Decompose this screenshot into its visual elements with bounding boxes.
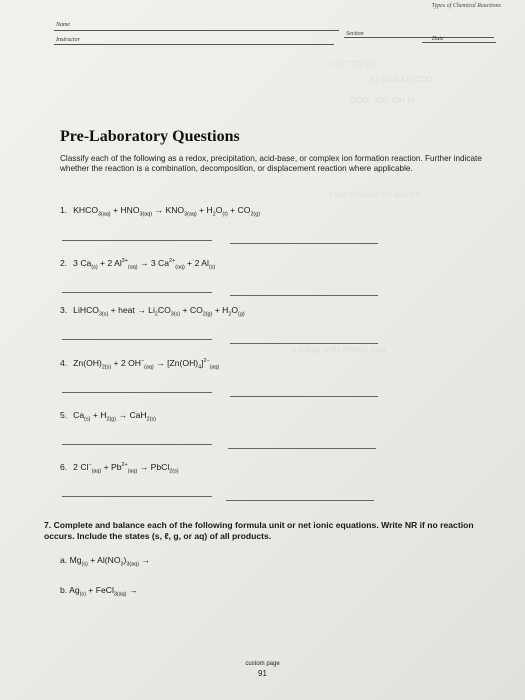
arrow-icon: → xyxy=(118,410,128,420)
section-label: Section xyxy=(346,31,364,37)
document-header-title: Types of Chemical Reactions xyxy=(431,3,501,9)
question-5: 5. $Ca_{(s)} + H_{2(g)} \to CaH_{2(s)}$ xyxy=(60,410,156,423)
answer-line-6a[interactable] xyxy=(62,496,212,497)
arrow-icon: → xyxy=(128,585,138,595)
answer-line-3a[interactable] xyxy=(62,339,212,340)
answer-line-2a[interactable] xyxy=(62,292,212,293)
answer-line-3b[interactable] xyxy=(230,343,378,344)
name-label: Name xyxy=(56,22,70,28)
date-label: Date xyxy=(432,36,444,42)
answer-line-5b[interactable] xyxy=(228,448,376,449)
answer-line-4a[interactable] xyxy=(62,392,212,393)
question-3: 3. LiHCO$_{3(s)}$ + heat → $Li_2CO_{3(s)} + CO_{2(g)} + H_2O_{(g)}$ xyxy=(60,305,245,318)
answer-line-5a[interactable] xyxy=(62,444,212,445)
section-line[interactable] xyxy=(344,37,494,38)
question-1: 1. $KHCO_{3(aq)} + HNO_{3(aq)} \to KNO_{3(aq)} + H_2O_{(\ell)} + CO_{2(g)}$ xyxy=(60,205,261,218)
answer-line-6b[interactable] xyxy=(226,500,374,501)
arrow-icon: → xyxy=(154,205,164,215)
instructions-text: Classify each of the following as a redox, precipitation, acid-base, or complex ion formation reaction. Further indicate whether the reaction is a combination, decomposition, or displacement reaction where applicable. xyxy=(60,154,482,173)
question-4: 4. $Zn(OH)_{2(s)} + 2$ $OH^-_{(aq)} \to [Zn(OH)_4]^{2-}_{(aq)}$ xyxy=(60,358,220,371)
footer-custom-page: custom page xyxy=(245,661,280,667)
question-2: 2. 3 $Ca_{(s)} + 2$ $Al^{3+}_{(aq)} \to 3$ $Ca^{2+}_{(aq)} + 2$ $Al_{(s)}$ xyxy=(60,258,216,271)
arrow-icon: → xyxy=(139,258,149,268)
answer-line-1a[interactable] xyxy=(62,240,212,241)
date-line[interactable] xyxy=(422,42,496,43)
answer-line-1b[interactable] xyxy=(230,243,378,244)
answer-line-4b[interactable] xyxy=(230,396,378,397)
question-7a: a. $Mg_{(s)} + Al(NO_3)_{3(aq)}$ → xyxy=(60,555,150,568)
instructor-line[interactable] xyxy=(54,44,334,45)
worksheet-page: OR OF TNIO DCC OJUNOL OI M NOI SOL IOOO nortoss hot dezeeth arts i atinr botlimil elinw gmitot ie Types of Chemical Reactions Name Instructor Section Date Pre-Laboratory Questions Classify each of the following as a redox, precipitation, acid-base, or complex ion formation reaction. Further indicate whether the reaction is a combination, decomposition, or displacement reaction where applicable. 1. $KHCO_{3(aq)} + HNO_{3(aq)} \to KNO_{3(aq)} + H_2O_{(\ell)} + CO_{2(g)}$ 2. 3 $Ca_{(s)} + 2$ $Al^{3+}_{(aq)} \to 3$ $Ca^{2+}_{(aq)} + 2$ $Al_{(s)}$ 3. LiHCO$_{3(s)}$ + heat → $Li_2CO_{3(s)} + CO_{2(g)} + H_2O_{(g)}$ 4. $Zn(OH)_{2(s)} + 2$ $OH^-_{(aq)} \to [Zn(OH)_4]^{2-}_{(aq)}$ 5. $Ca_{(s)} + H_{2(g)} \to CaH_{2(s)}$ 6. 2 $Cl^-_{(aq)} + Pb^{2+}_{(aq)}$ → PbCl$_{2(s)}$ 7. Complete and balance each of the following formula unit or net ionic equations. Write NR if no reaction occurs. Include the states (s, ℓ, g, or aq) of all products. a. $Mg_{(s)} + Al(NO_3)_{3(aq)}$ → b. $Ag_{(s)}$ + FeCl$_{3(aq)}$ → custom page 91 xyxy=(0,0,525,700)
question-7: 7. Complete and balance each of the following formula unit or net ionic equations. Write NR if no reaction occurs. Include the states (s, ℓ, g, or aq) of all products. xyxy=(44,520,474,541)
arrow-icon: → xyxy=(141,555,150,565)
name-line[interactable] xyxy=(54,30,339,31)
question-6: 6. 2 $Cl^-_{(aq)} + Pb^{2+}_{(aq)}$ → PbCl$_{2(s)}$ xyxy=(60,462,179,475)
page-title: Pre-Laboratory Questions xyxy=(60,128,240,145)
answer-line-2b[interactable] xyxy=(230,295,378,296)
arrow-icon: → xyxy=(137,305,146,315)
arrow-icon: → xyxy=(156,358,165,368)
instructor-label: Instructor xyxy=(56,37,80,43)
question-7b: b. $Ag_{(s)}$ + FeCl$_{3(aq)}$ → xyxy=(60,585,138,598)
page-number: 91 xyxy=(258,669,267,678)
arrow-icon: → xyxy=(139,462,149,472)
